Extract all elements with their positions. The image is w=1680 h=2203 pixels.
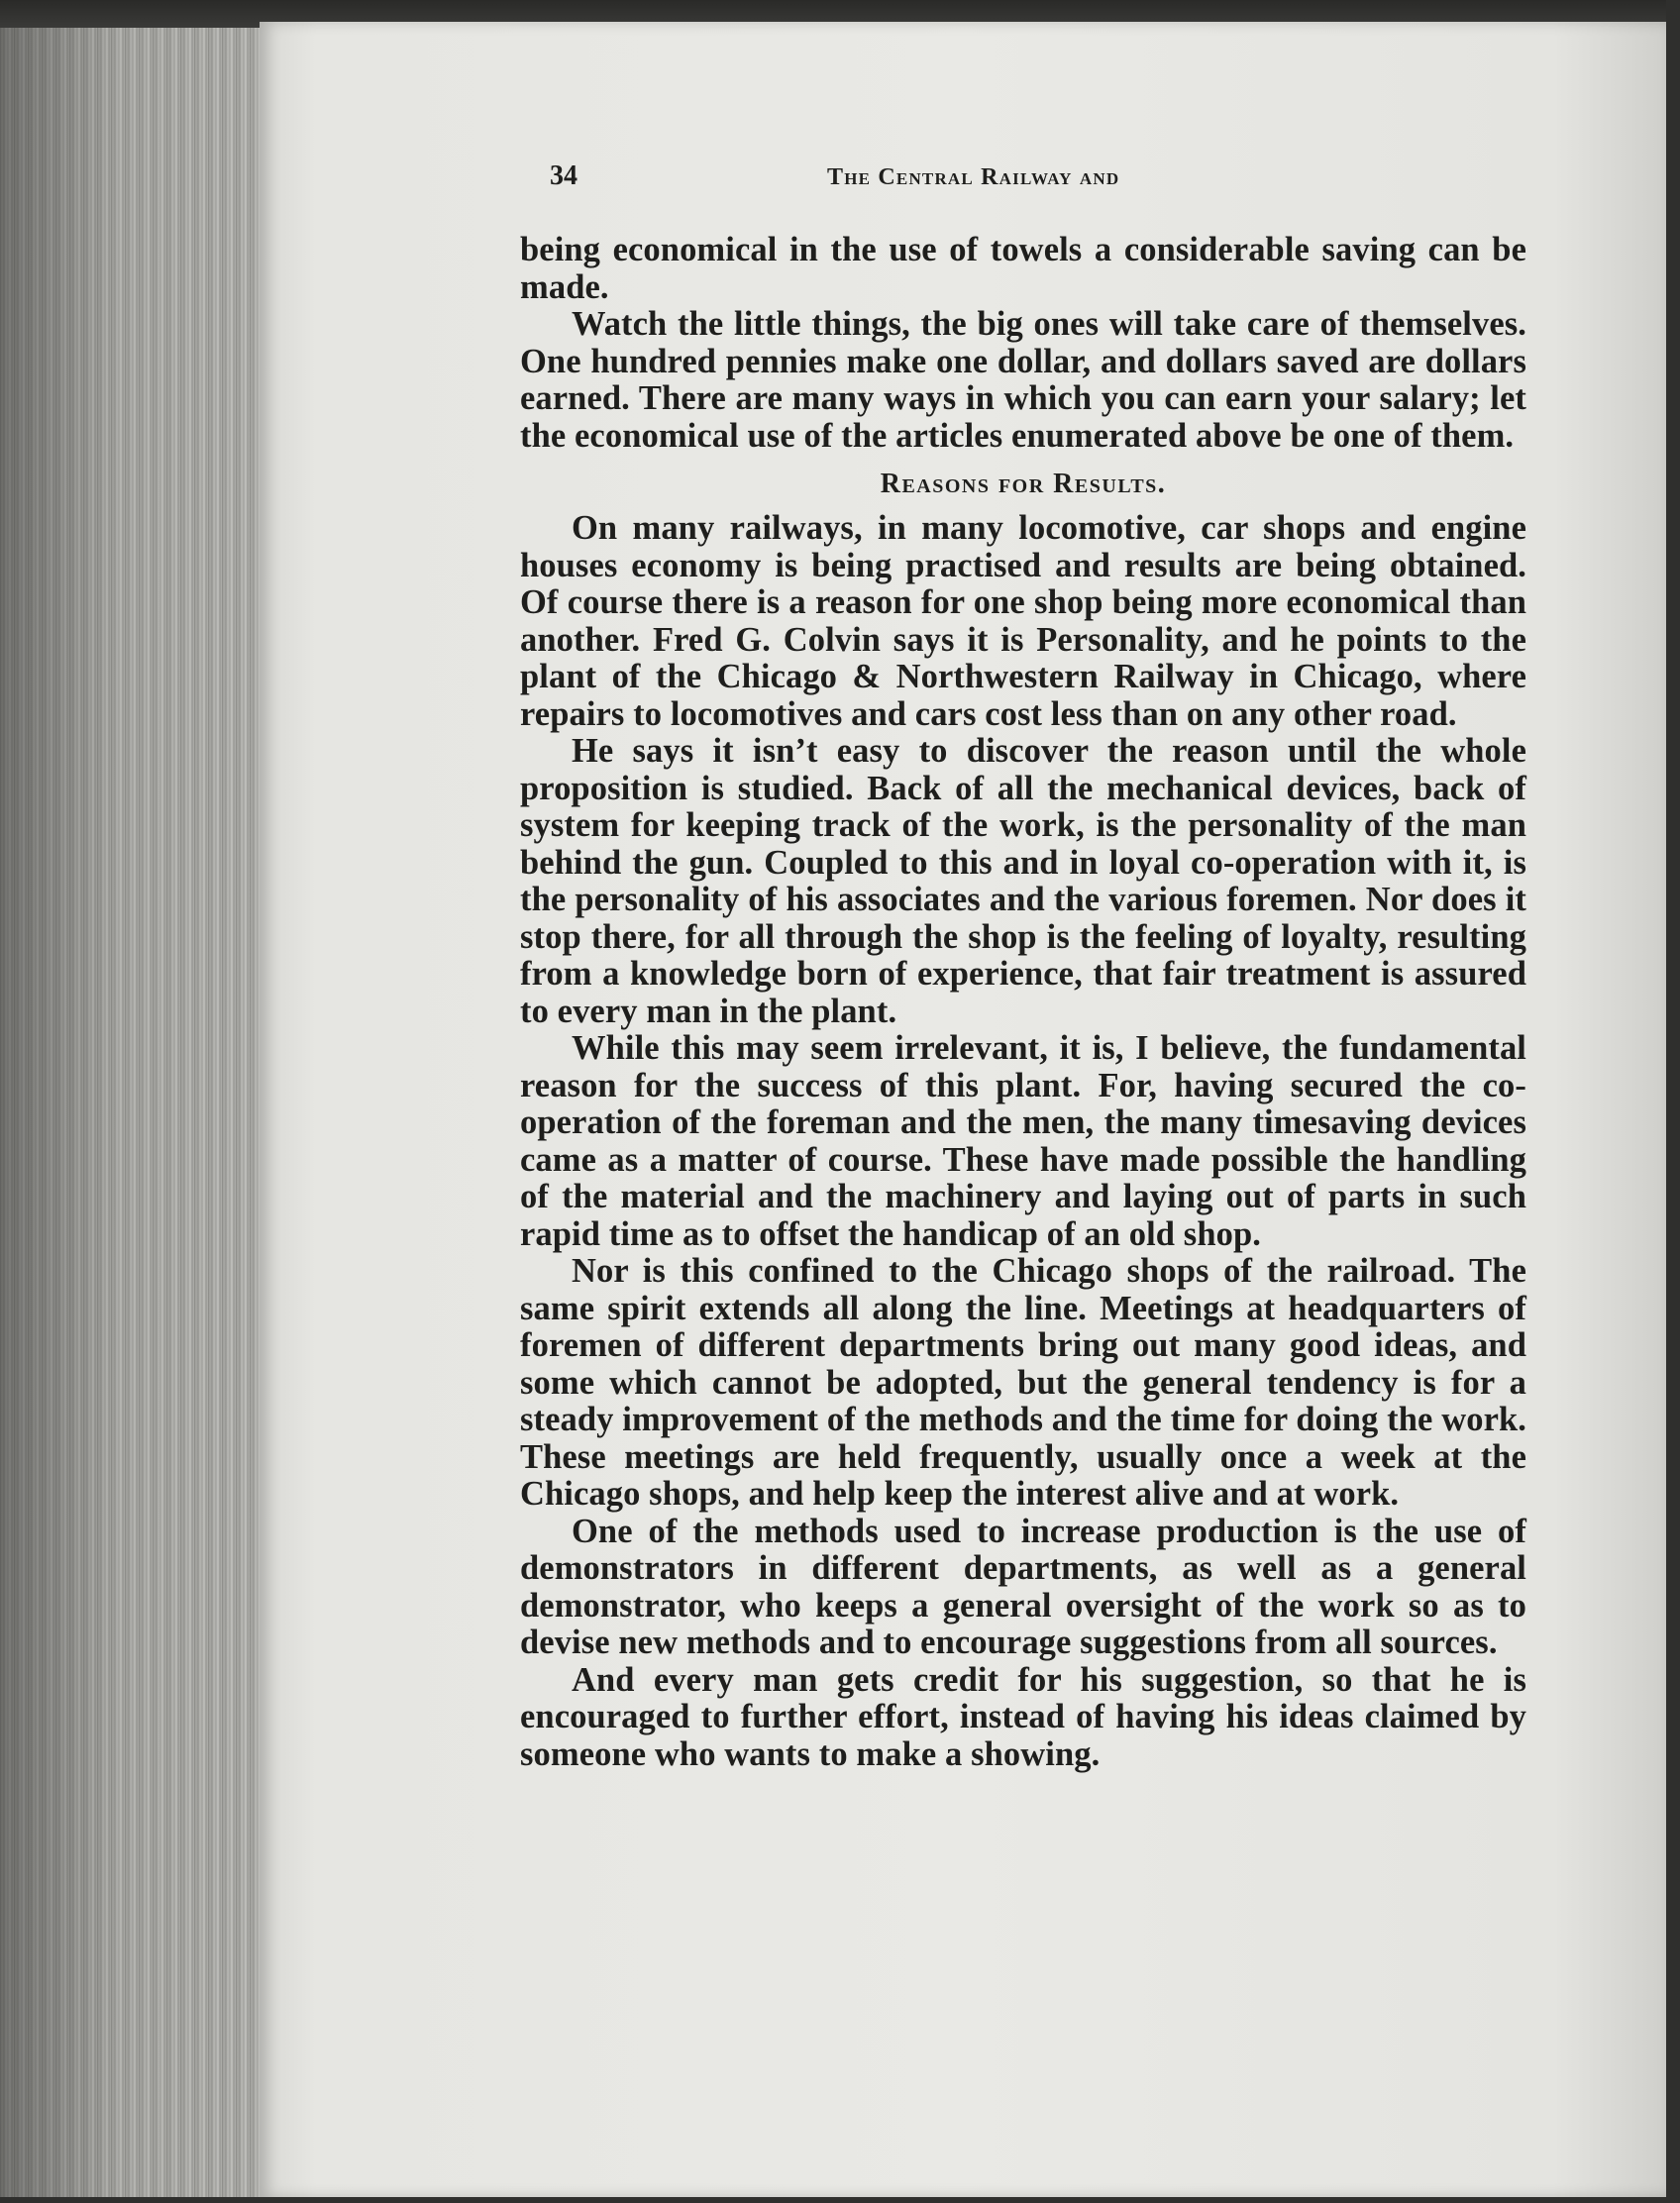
paragraph-irrelevant: While this may seem irrelevant, it is, I believe, the fundamental reason for the success of this plant. For, having secured the co-operation of the foreman and the men, the many timesaving devices came as a matter of course. These have made possible the handling of the material and the machinery and laying out of parts in such rapid time as to offset the handicap of an old shop. bbox=[520, 1029, 1526, 1253]
section-heading: Reasons for Results. bbox=[880, 469, 1167, 499]
book-page-edges bbox=[0, 28, 260, 2203]
running-head: The Central Railway and bbox=[827, 164, 1120, 190]
paragraph-many-railways: On many railways, in many locomotive, car shops and engine houses economy is being practised and results are being obtained. Of course there is a reason for one shop being more economical than another. Fred G. Colvin says it is Personality, and he points to the plant of the Chicago & Northwestern Railway in Chicago, where repairs to locomotives and cars cost less than on any other road. bbox=[520, 509, 1526, 733]
paragraph-continued: being economical in the use of towels a considerable saving can be made. bbox=[520, 231, 1526, 306]
scan-right-edge bbox=[1666, 0, 1680, 2203]
paragraph-credit: And every man gets credit for his suggestion, so that he is encouraged to further effort, instead of having his ideas claimed by someone who wants to make a showing. bbox=[520, 1660, 1526, 1773]
page-number: 34 bbox=[550, 160, 578, 191]
paragraph-little-things: Watch the little things, the big ones will take care of themselves. One hundred pennies make one dollar, and dollars saved are dollars earned. There are many ways in which you can earn your salary; let the economical use of the articles enumerated above be one of them. bbox=[520, 305, 1526, 455]
page-header bbox=[550, 160, 1303, 200]
scan-bottom-edge bbox=[0, 2197, 1680, 2203]
paragraph-demonstrators: One of the methods used to increase production is the use of demonstrators in different departments, as well as a general demonstrator, who keeps a general oversight of the work so as to devise new methods and to encourage suggestions from all sources. bbox=[520, 1512, 1526, 1661]
page-body bbox=[520, 232, 1526, 1773]
paragraph-personality: He says it isn’t easy to discover the reason until the whole proposition is studied. Back of all the mechanical devices, back of system for keeping track of the work, is the personality of the man behind the gun. Coupled to this and in loyal co-operation with it, is the personality of his associates and the various foremen. Nor does it stop there, for all through the shop is the feeling of loyalty, resulting from a knowledge born of experience, that fair treatment is assured to every man in the plant. bbox=[520, 732, 1526, 1030]
paragraph-chicago-shops: Nor is this confined to the Chicago shops of the railroad. The same spirit extends all along the line. Meetings at headquarters of foremen of different departments bring out many good ideas, and some which cannot be adopted, but the general tendency is for a steady improvement of the methods and the time for doing the work. These meetings are held frequently, usually once a week at the Chicago shops, and help keep the interest alive and at work. bbox=[520, 1252, 1526, 1513]
